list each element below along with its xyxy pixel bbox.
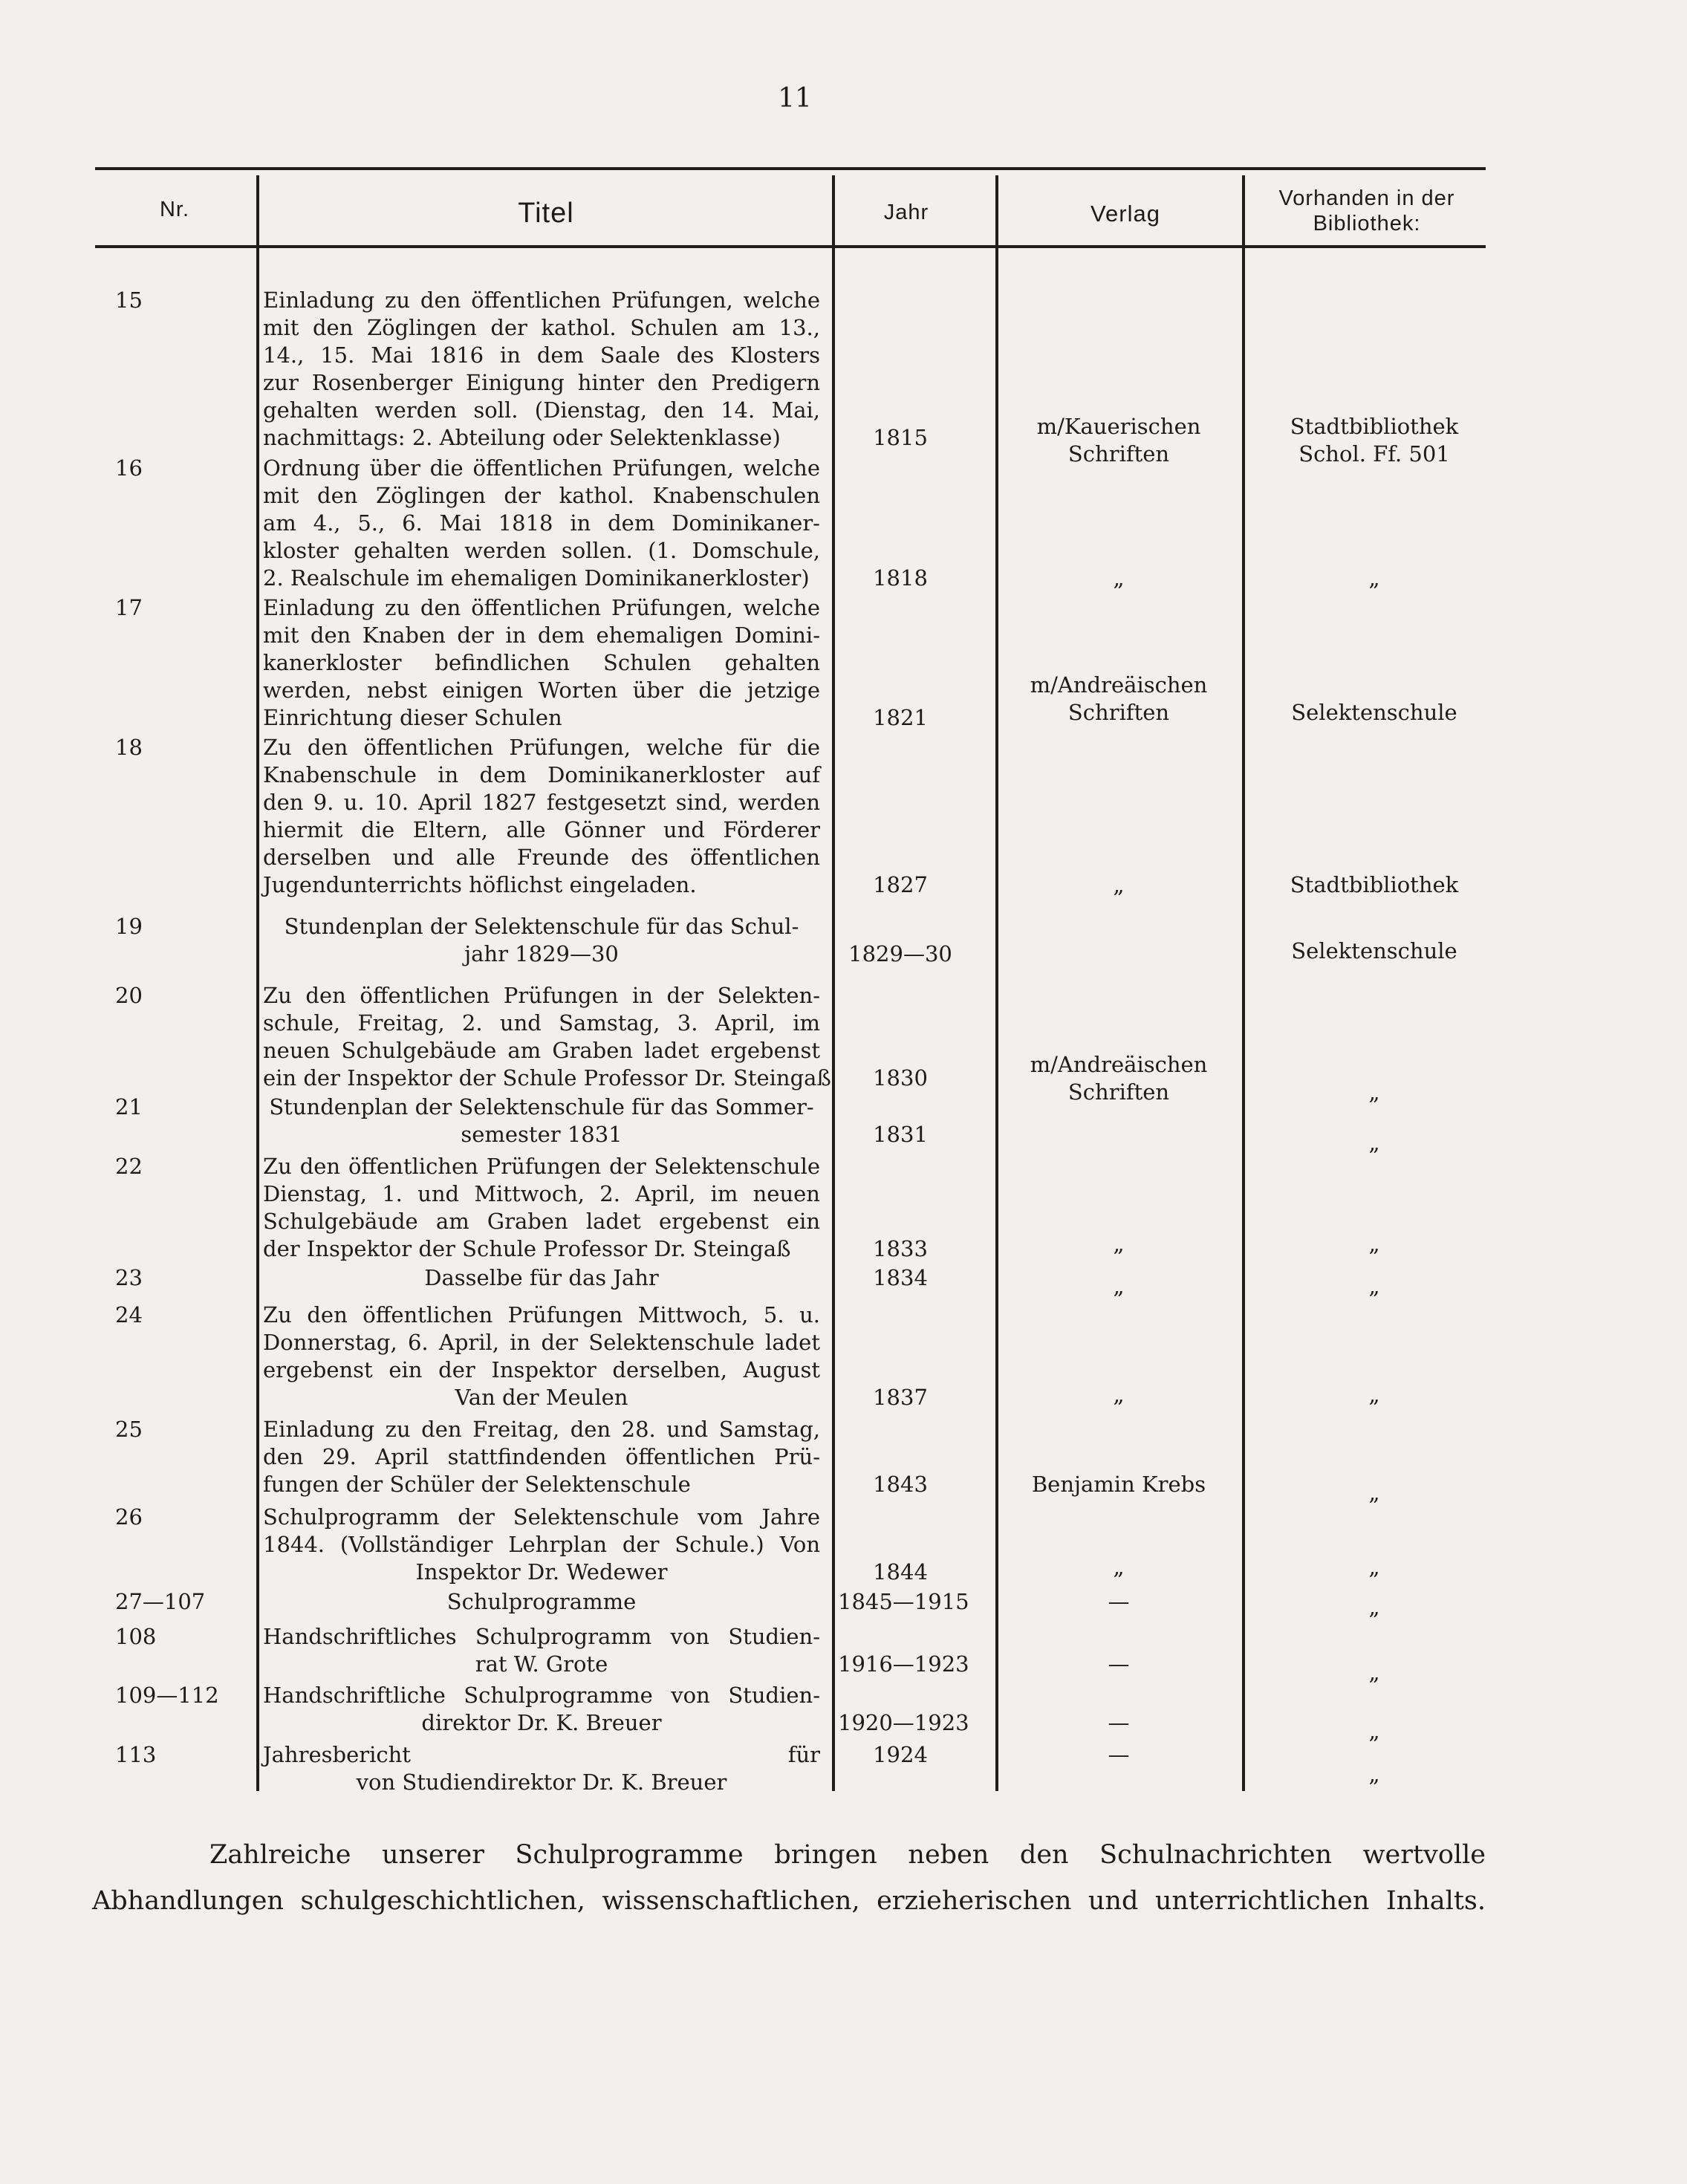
row-title-line: Einladung zu den öffentlichen Prüfungen, welche [263,595,820,620]
row-number: 20 [115,983,143,1008]
row-library: „ [1368,1761,1380,1787]
row-library: „ [1368,1382,1380,1408]
row-title-line: Zu den öffentlichen Prüfungen in der Selekten- [263,983,820,1008]
row-title [263,1623,820,1678]
row-library: „ [1368,1718,1380,1744]
row-number: 16 [115,455,143,481]
row-title [263,594,820,732]
row-title-line: Handschriftliche Schulprogramme von Studien- [263,1683,820,1708]
row-title-line: mit den Zöglingen der kathol. Knabenschulen [263,483,820,508]
row-title-line: derselben und alle Freunde des öffentlichen [263,845,820,870]
column-divider-titel-jahr [832,175,835,1791]
row-number: 15 [115,287,143,313]
row-title-line: Stundenplan der Selektenschule für das Sommer- [269,1094,814,1119]
row-year: 1843 [873,1472,928,1497]
row-year: 1920—1923 [838,1710,969,1735]
row-title-line: Handschriftliches Schulprogramm von Studien- [263,1624,820,1649]
row-title-line: kloster gehalten werden sollen. (1. Domschule, [263,538,820,563]
row-title-line: Zu den öffentlichen Prüfungen, welche für die [263,735,820,760]
row-title-line: Schulprogramme [446,1589,637,1614]
row-title-line: Einladung zu den öffentlichen Prüfungen, welche [263,287,820,313]
row-library: „ [1368,1594,1380,1620]
row-title-line: am 4., 5., 6. Mai 1818 in dem Dominikaner- [263,510,820,536]
row-title [263,1504,820,1586]
row-year: 1916—1923 [838,1651,969,1677]
row-title-line: ergebenst ein der Inspektor derselben, August [263,1357,820,1382]
row-title-line: Jahresbericht für [263,1742,820,1767]
row-title-line: mit den Zöglingen der kathol. Schulen am 13., [263,315,820,340]
row-number: 113 [115,1742,157,1767]
row-title-line: Zu den öffentlichen Prüfungen Mittwoch, 5. u. [263,1302,820,1327]
row-title-line: hiermit die Eltern, alle Gönner und Förderer [263,817,820,842]
row-library: Schol. Ff. 501 [1298,441,1450,467]
row-number: 109—112 [115,1683,219,1708]
row-title-line: den 29. April stattfindenden öffentlichen Prü- [263,1444,820,1469]
row-number: 23 [115,1265,143,1290]
row-publisher: „ [1113,872,1125,897]
row-title-line: mit den Knaben der in dem ehemaligen Domini- [263,623,820,648]
row-title-line: 2. Realschule im ehemaligen Dominikanerkloster) [263,565,810,591]
row-library: „ [1368,1480,1380,1506]
row-publisher: „ [1113,565,1125,591]
row-library: Stadtbibliothek [1290,414,1459,440]
row-title-line: 1844. (Vollständiger Lehrplan der Schule.) Von [263,1532,820,1557]
row-title-line: fungen der Schüler der Selektenschule [263,1472,691,1497]
row-library: „ [1368,1230,1380,1256]
row-year: 1837 [873,1385,928,1410]
row-number: 25 [115,1417,143,1442]
row-number: 27—107 [115,1589,206,1614]
header-nr: Nr. [159,198,190,221]
row-title-line: jahr 1829—30 [464,941,619,966]
row-title-line: Ordnung über die öffentlichen Prüfungen, welche [263,455,820,481]
row-library: „ [1368,565,1380,591]
row-title-line: Einrichtung dieser Schulen [263,705,562,730]
row-library: „ [1368,1079,1380,1105]
row-title-line: Einladung zu den Freitag, den 28. und Samstag, [263,1417,820,1442]
row-title [263,1588,820,1616]
row-title-line: kanerkloster befindlichen Schulen gehalten [263,650,820,675]
row-title [263,1741,820,1796]
row-title [263,982,831,1092]
row-publisher: — [1108,1651,1130,1677]
row-year: 1845—1915 [838,1589,969,1614]
header-titel: Titel [518,198,574,229]
row-year: 1830 [873,1065,928,1091]
row-number: 17 [115,595,143,620]
row-title-line: neuen Schulgebäude am Graben ladet ergebenst [263,1038,820,1063]
row-library: „ [1368,1553,1380,1579]
column-divider-nr-titel [256,175,259,1791]
footer-line: Abhandlungen schulgeschichtlichen, wissenschaftlichen, erzieherischen und unterrichtlichen Inhalts. [92,1886,1486,1916]
row-year: 1924 [873,1742,928,1767]
row-title-line: Dasselbe für das Jahr [424,1265,659,1290]
row-library: „ [1368,1130,1380,1156]
row-title-line: Dienstag, 1. und Mittwoch, 2. April, im neuen [263,1181,820,1206]
header-bibliothek-line2: Bibliothek: [1313,212,1421,235]
footer-paragraph [92,1832,1486,1924]
header-bibliothek-line1: Vorhanden in der [1278,186,1455,210]
row-year: 1818 [873,565,928,591]
row-year: 1833 [873,1236,928,1261]
row-title-line: ein der Inspektor der Schule Professor Dr. Steingaß [263,1065,831,1091]
row-title [263,1416,820,1498]
row-number: 21 [115,1094,143,1119]
row-year: 1821 [873,705,928,730]
page-number: 11 [778,83,812,114]
row-publisher: m/Kauerischen [1036,414,1201,440]
row-title [263,734,820,899]
row-title-line: direktor Dr. K. Breuer [421,1710,662,1735]
row-title [263,1093,820,1148]
row-title-line: zur Rosenberger Einigung hinter den Predigern [263,370,820,395]
row-title-line: von Studiendirektor Dr. K. Breuer [356,1769,727,1795]
row-title-line: der Inspektor der Schule Professor Dr. Steingaß [263,1236,791,1261]
header-verlag: Verlag [1090,201,1160,227]
row-title [263,1301,820,1411]
row-number: 22 [115,1154,143,1179]
row-year: 1827 [873,872,928,897]
header-bibliothek [1252,186,1482,236]
row-year: 1831 [873,1122,928,1147]
row-title-line: semester 1831 [461,1122,623,1147]
header-jahr: Jahr [883,201,929,224]
row-title-line: Schulprogramm der Selektenschule vom Jahre [263,1504,820,1530]
table-header-rule [95,245,1486,248]
row-title [263,1264,820,1292]
row-title-line: Zu den öffentlichen Prüfungen der Selektenschule [263,1154,820,1179]
row-publisher: — [1108,1589,1130,1614]
row-title-line: Jugendunterrichts höflichst eingeladen. [263,872,697,897]
row-title-line: Van der Meulen [455,1385,628,1410]
row-publisher: — [1108,1742,1130,1767]
row-title-line: den 9. u. 10. April 1827 festgesetzt sind, werden [263,790,820,815]
row-title-line: Schulgebäude am Graben ladet ergebenst ein [263,1209,820,1234]
column-divider-jahr-verlag [995,175,998,1791]
row-title-line: rat W. Grote [475,1651,608,1677]
row-title-line: 14., 15. Mai 1816 in dem Saale des Klosters [263,342,820,368]
footer-line: Zahlreiche unserer Schulprogramme bringen neben den Schulnachrichten wertvolle [209,1840,1486,1870]
row-publisher: „ [1113,1230,1125,1256]
row-title-line: Inspektor Dr. Wedewer [415,1559,668,1585]
row-title [263,287,820,452]
row-title [263,913,820,968]
row-title [263,1153,820,1263]
row-title [263,455,820,592]
row-publisher: „ [1113,1273,1125,1299]
row-title [263,1682,820,1737]
row-number: 108 [115,1624,157,1649]
row-number: 19 [115,914,143,939]
row-publisher: „ [1113,1553,1125,1579]
row-year: 1815 [873,425,928,450]
row-library: Stadtbibliothek [1290,872,1459,897]
row-number: 24 [115,1302,143,1327]
table-top-rule [95,167,1486,170]
row-publisher: m/Andreäischen [1030,1051,1208,1077]
row-library: „ [1368,1273,1380,1299]
row-library: „ [1368,1660,1380,1686]
row-publisher: — [1108,1710,1130,1735]
row-title-line: nachmittags: 2. Abteilung oder Selektenklasse) [263,425,781,450]
column-divider-verlag-bibliothek [1242,175,1245,1791]
row-title-line: Donnerstag, 6. April, in der Selektenschule ladet [263,1330,820,1355]
row-publisher: „ [1113,1382,1125,1408]
row-title-line: schule, Freitag, 2. und Samstag, 3. April, im [263,1010,820,1036]
row-number: 18 [115,735,143,760]
row-year: 1829—30 [848,941,952,966]
row-publisher: Schriften [1067,1079,1170,1105]
row-year: 1844 [873,1559,928,1585]
row-number: 26 [115,1504,143,1530]
row-title-line: Knabenschule in dem Dominikanerkloster auf [263,762,820,787]
row-title-line: Stundenplan der Selektenschule für das Schul- [284,914,799,939]
row-publisher: Schriften [1067,441,1170,467]
row-year: 1834 [873,1265,928,1290]
row-title-line: gehalten werden soll. (Dienstag, den 14. Mai, [263,397,820,423]
row-title-line: werden, nebst einigen Worten über die jetzige [263,677,820,703]
row-publisher: Schriften [1067,699,1170,725]
row-publisher: m/Andreäischen [1030,672,1208,698]
row-library: Selektenschule [1291,938,1457,964]
row-library: Selektenschule [1291,699,1457,725]
row-publisher: Benjamin Krebs [1031,1472,1206,1497]
